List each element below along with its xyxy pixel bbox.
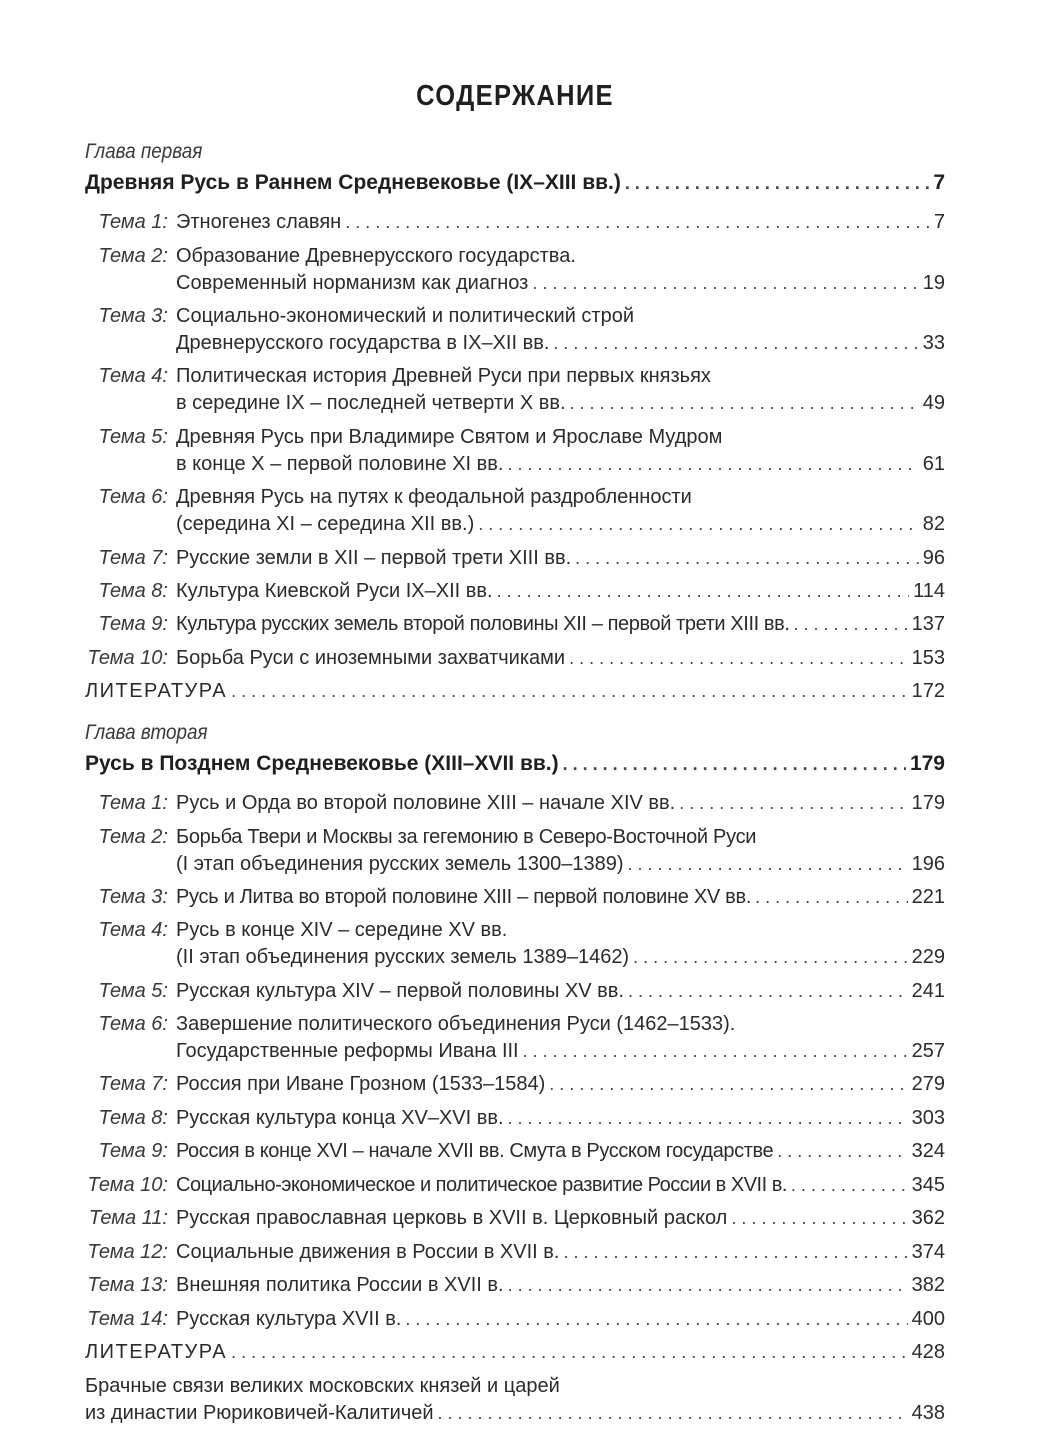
leader-dots [777, 1138, 907, 1165]
toc-entry[interactable] [85, 1138, 945, 1165]
appendix-title: Брачные связи великих московских князей и царей [85, 1375, 560, 1397]
topic-title: Социальные движения в России в XVII в. [176, 1241, 560, 1263]
topic-label: Тема 5: [98, 426, 168, 448]
leader-dots [628, 978, 908, 1005]
topic-label: Тема 7: [98, 1073, 168, 1095]
chapter-title: Древняя Русь в Раннем Средневековье (IX–XIII вв.) [85, 171, 621, 194]
page-number: 82 [922, 513, 945, 535]
page-number: 179 [911, 792, 945, 814]
topic-title: Образование Древнерусского государства. [176, 245, 576, 267]
toc-entry[interactable] [85, 1205, 945, 1232]
toc-entry[interactable] [85, 1272, 945, 1299]
toc-entry[interactable] [85, 611, 945, 638]
topic-label: Тема 6: [98, 1013, 168, 1035]
topic-title-continued: в середине IX – последней четверти X вв. [176, 392, 566, 414]
topic-title: Русские земли в XII – первой трети XIII вв. [176, 547, 572, 569]
toc-entry-literature[interactable] [85, 1339, 945, 1366]
page-number: 345 [911, 1174, 945, 1196]
toc-entry[interactable] [85, 884, 945, 911]
topic-label: Тема 3: [98, 886, 168, 908]
toc-entry[interactable] [85, 790, 945, 817]
topic-title: Социально-экономическое и политическое развитие России в XVII в. [176, 1174, 787, 1196]
topic-title: Этногенез славян [176, 211, 342, 233]
topic-label: Тема 8: [98, 1107, 168, 1129]
leader-dots [497, 578, 910, 605]
topic-label: Тема 2: [98, 245, 168, 267]
topic-title: Русь и Литва во второй половине XIII – первой половине XV вв. [176, 886, 752, 908]
toc-entry[interactable] [85, 824, 945, 878]
page-number: 438 [911, 1402, 945, 1424]
toc-entry[interactable] [85, 1172, 945, 1199]
page-number: 153 [911, 647, 945, 669]
toc-entry[interactable] [85, 1011, 945, 1065]
topic-title-continued: (I этап объединения русских земель 1300–1389) [176, 853, 624, 875]
page-number: 179 [909, 752, 945, 775]
page-number: 229 [911, 946, 945, 968]
page-number: 19 [922, 272, 945, 294]
page-number: 7 [933, 171, 945, 194]
topic-title-continued: в конце X – первой половине XI вв. [176, 453, 504, 475]
leader-dots [794, 611, 908, 638]
appendix-title-continued: из династии Рюриковичей-Калитичей [85, 1402, 434, 1424]
leader-dots [478, 511, 918, 538]
toc-entry[interactable] [85, 243, 945, 297]
leader-dots [507, 451, 918, 478]
topic-title: Культура Киевской Руси IX–XII вв. [176, 580, 493, 602]
leader-dots [570, 390, 919, 417]
page-number: 362 [911, 1207, 945, 1229]
chapter-heading[interactable] [85, 750, 945, 777]
topic-label: Тема 9: [98, 1140, 168, 1162]
topic-title-continued: (середина XI – середина XII вв.) [176, 513, 475, 535]
page-number: 241 [911, 980, 945, 1002]
leader-dots [563, 1239, 907, 1266]
topic-title: Россия в конце XVI – начале XVII вв. Смута в Русском государстве [176, 1140, 774, 1162]
topic-title: Социально-экономический и политический строй [176, 305, 635, 327]
leader-dots [563, 751, 906, 778]
topic-title: Древняя Русь при Владимире Святом и Ярославе Мудром [176, 426, 723, 448]
page-number: 114 [913, 580, 945, 602]
topic-label: Тема 5: [98, 980, 168, 1002]
leader-dots [405, 1306, 907, 1333]
page-number: 279 [911, 1073, 945, 1095]
leader-dots [625, 170, 929, 197]
page-number: 382 [911, 1274, 945, 1296]
toc-entry[interactable] [85, 1239, 945, 1266]
topic-label: Тема 3: [98, 305, 168, 327]
chapter-label: Глава первая [85, 140, 203, 163]
toc-entry[interactable] [85, 1306, 945, 1333]
toc-entry[interactable] [85, 424, 945, 478]
leader-dots [231, 1339, 908, 1366]
topic-title: Русская культура XVII в. [176, 1308, 402, 1330]
leader-dots [633, 944, 908, 971]
literature-label: ЛИТЕРАТУРА [85, 1341, 228, 1363]
topic-label: Тема 6: [98, 486, 168, 508]
topic-title: Борьба Твери и Москвы за гегемонию в Северо-Восточной Руси [176, 826, 757, 848]
topic-title: Борьба Руси с иноземными захватчиками [176, 647, 566, 669]
topic-title: Политическая история Древней Руси при первых князьях [176, 365, 711, 387]
leader-dots [679, 790, 907, 817]
toc-entry-appendix[interactable] [85, 1373, 945, 1427]
leader-dots [553, 330, 918, 357]
topic-title: Русская культура XIV – первой половины XV вв. [176, 980, 624, 1002]
toc-entry[interactable] [85, 645, 945, 672]
topic-label: Тема 8: [98, 580, 168, 602]
page-title: СОДЕРЖАНИЕ [416, 80, 614, 112]
toc-entry[interactable] [85, 209, 945, 236]
page-number: 7 [933, 211, 945, 233]
toc-entry-literature[interactable] [85, 678, 945, 705]
leader-dots [438, 1400, 908, 1427]
topic-title: Русь в конце XIV – середине XV вв. [176, 919, 508, 941]
topic-title-continued: Древнерусского государства в IX–XII вв. [176, 332, 550, 354]
topic-label: Тема 1: [98, 211, 168, 233]
leader-dots [345, 209, 930, 236]
page-number: 61 [922, 453, 945, 475]
topic-title: Культура русских земель второй половины XII – первой трети XIII вв. [176, 613, 790, 635]
topic-label: Тема 4: [98, 919, 168, 941]
chapter-title: Русь в Позднем Средневековье (XIII–XVII вв.) [85, 752, 559, 775]
chapter-heading[interactable] [85, 169, 945, 196]
leader-dots [791, 1172, 908, 1199]
page-number: 196 [911, 853, 945, 875]
topic-title-continued: Государственные реформы Ивана III [176, 1040, 519, 1062]
toc-entry[interactable] [85, 1071, 945, 1098]
page-number: 400 [911, 1308, 945, 1330]
page-number: 374 [911, 1241, 945, 1263]
topic-label: Тема 1: [98, 792, 168, 814]
toc-entry[interactable] [85, 578, 945, 605]
leader-dots [569, 645, 908, 672]
toc-entry[interactable] [85, 1105, 945, 1132]
topic-title: Русская православная церковь в XVII в. Церковный раскол [176, 1207, 728, 1229]
toc-entry[interactable] [85, 484, 945, 538]
leader-dots [628, 851, 908, 878]
toc-entry[interactable] [85, 978, 945, 1005]
topic-label: Тема 10: [87, 1174, 168, 1196]
leader-dots [231, 678, 908, 705]
page-number: 221 [911, 886, 945, 908]
leader-dots [508, 1105, 908, 1132]
topic-label: Тема 11: [88, 1207, 168, 1229]
topic-title-continued: (II этап объединения русских земель 1389–1462) [176, 946, 630, 968]
toc-entry[interactable] [85, 917, 945, 971]
page-number: 303 [911, 1107, 945, 1129]
leader-dots [755, 884, 908, 911]
topic-title: Завершение политического объединения Руси (1462–1533). [176, 1013, 736, 1035]
leader-dots [532, 270, 918, 297]
topic-title: Россия при Иване Грозном (1533–1584) [176, 1073, 546, 1095]
topic-label: Тема 7: [98, 547, 168, 569]
topic-label: Тема 9: [98, 613, 168, 635]
page-number: 324 [911, 1140, 945, 1162]
leader-dots [508, 1272, 908, 1299]
page-number: 172 [911, 680, 945, 702]
page-number: 33 [922, 332, 945, 354]
topic-title: Русь и Орда во второй половине XIII – начале XIV вв. [176, 792, 676, 814]
toc-entry[interactable] [85, 363, 945, 417]
topic-title-continued: Современный норманизм как диагноз [176, 272, 529, 294]
topic-label: Тема 10: [87, 647, 168, 669]
chapter-label: Глава вторая [85, 721, 208, 744]
topic-label: Тема 4: [98, 365, 168, 387]
topic-label: Тема 2: [98, 826, 168, 848]
topic-title: Русская культура конца XV–XVI вв. [176, 1107, 504, 1129]
leader-dots [549, 1071, 907, 1098]
toc-entry[interactable] [85, 545, 945, 572]
topic-label: Тема 13: [87, 1274, 168, 1296]
page-number: 428 [911, 1341, 945, 1363]
leader-dots [523, 1038, 908, 1065]
topic-title: Внешняя политика России в XVII в. [176, 1274, 504, 1296]
page-number: 257 [911, 1040, 945, 1062]
toc-entry[interactable] [85, 303, 945, 357]
page-number: 137 [911, 613, 945, 635]
leader-dots [731, 1205, 907, 1232]
page-number: 96 [922, 547, 945, 569]
topic-label: Тема 14: [87, 1308, 168, 1330]
literature-label: ЛИТЕРАТУРА [85, 680, 228, 702]
topic-label: Тема 12: [87, 1241, 168, 1263]
topic-title: Древняя Русь на путях к феодальной раздробленности [176, 486, 692, 508]
page-number: 49 [922, 392, 945, 414]
leader-dots [575, 545, 919, 572]
